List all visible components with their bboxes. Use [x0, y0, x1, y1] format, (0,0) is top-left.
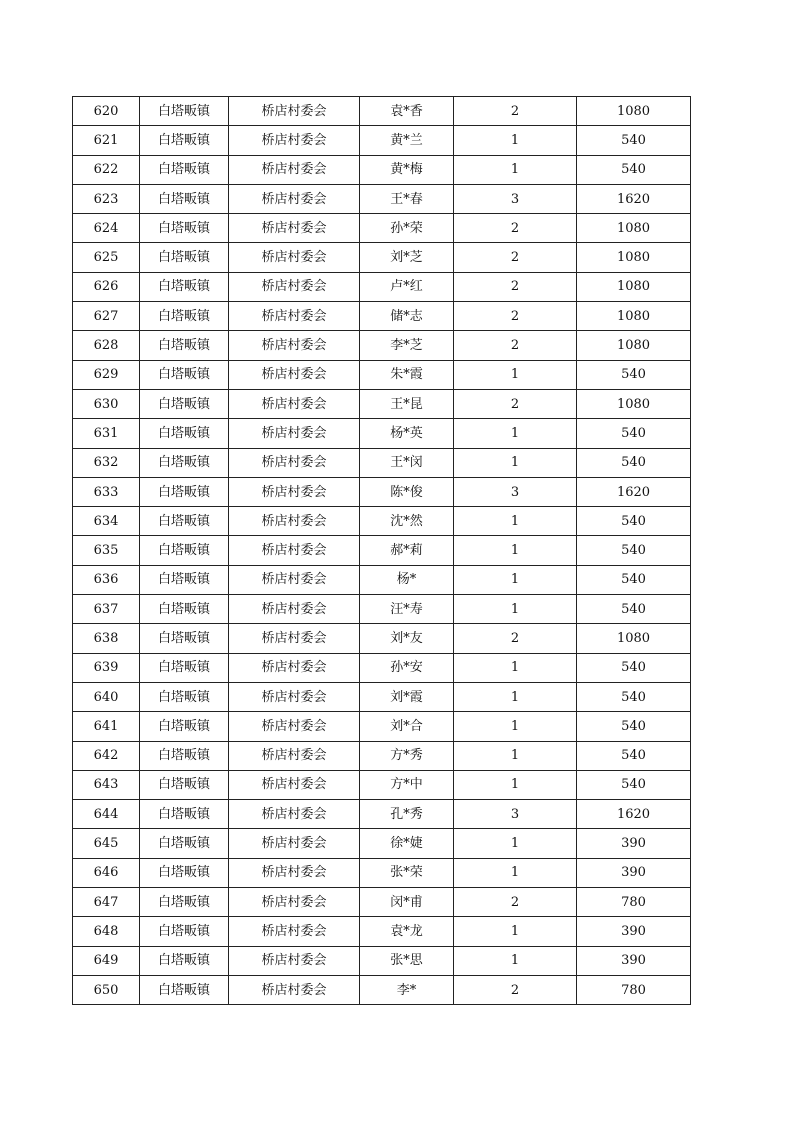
village-committee-cell: 桥店村委会	[229, 97, 360, 126]
person-name-cell: 方*中	[360, 770, 454, 799]
village-committee-cell: 桥店村委会	[229, 419, 360, 448]
table-row	[73, 477, 691, 506]
table-row	[73, 946, 691, 975]
town-cell: 白塔畈镇	[140, 126, 229, 155]
village-committee-cell: 桥店村委会	[229, 243, 360, 272]
person-name-cell: 朱*霞	[360, 360, 454, 389]
village-committee-cell: 桥店村委会	[229, 126, 360, 155]
count-cell: 2	[454, 331, 577, 360]
village-committee-cell: 桥店村委会	[229, 507, 360, 536]
amount-cell: 1080	[577, 331, 691, 360]
town-cell: 白塔畈镇	[140, 770, 229, 799]
village-committee-cell: 桥店村委会	[229, 975, 360, 1004]
serial-number-cell: 625	[73, 243, 140, 272]
amount-cell: 540	[577, 360, 691, 389]
town-cell: 白塔畈镇	[140, 155, 229, 184]
amount-cell: 540	[577, 419, 691, 448]
amount-cell: 540	[577, 770, 691, 799]
table-row	[73, 214, 691, 243]
village-committee-cell: 桥店村委会	[229, 477, 360, 506]
amount-cell: 1080	[577, 389, 691, 418]
count-cell: 2	[454, 389, 577, 418]
town-cell: 白塔畈镇	[140, 302, 229, 331]
serial-number-cell: 650	[73, 975, 140, 1004]
town-cell: 白塔畈镇	[140, 360, 229, 389]
town-cell: 白塔畈镇	[140, 712, 229, 741]
amount-cell: 1620	[577, 477, 691, 506]
village-committee-cell: 桥店村委会	[229, 389, 360, 418]
village-committee-cell: 桥店村委会	[229, 917, 360, 946]
village-committee-cell: 桥店村委会	[229, 595, 360, 624]
person-name-cell: 黄*兰	[360, 126, 454, 155]
town-cell: 白塔畈镇	[140, 595, 229, 624]
amount-cell: 1080	[577, 243, 691, 272]
count-cell: 1	[454, 126, 577, 155]
town-cell: 白塔畈镇	[140, 97, 229, 126]
town-cell: 白塔畈镇	[140, 653, 229, 682]
amount-cell: 1080	[577, 272, 691, 301]
serial-number-cell: 644	[73, 800, 140, 829]
table-row	[73, 243, 691, 272]
person-name-cell: 张*荣	[360, 858, 454, 887]
serial-number-cell: 634	[73, 507, 140, 536]
village-committee-cell: 桥店村委会	[229, 741, 360, 770]
count-cell: 1	[454, 360, 577, 389]
person-name-cell: 袁*龙	[360, 917, 454, 946]
table-row	[73, 682, 691, 711]
village-committee-cell: 桥店村委会	[229, 184, 360, 213]
table-row	[73, 331, 691, 360]
table-body	[73, 97, 691, 1005]
table-row	[73, 507, 691, 536]
village-committee-cell: 桥店村委会	[229, 565, 360, 594]
person-name-cell: 杨*	[360, 565, 454, 594]
town-cell: 白塔畈镇	[140, 800, 229, 829]
table-row	[73, 858, 691, 887]
table-row	[73, 565, 691, 594]
amount-cell: 1080	[577, 302, 691, 331]
person-name-cell: 王*春	[360, 184, 454, 213]
village-committee-cell: 桥店村委会	[229, 858, 360, 887]
person-name-cell: 汪*寿	[360, 595, 454, 624]
person-name-cell: 沈*然	[360, 507, 454, 536]
person-name-cell: 李*	[360, 975, 454, 1004]
town-cell: 白塔畈镇	[140, 507, 229, 536]
amount-cell: 1080	[577, 624, 691, 653]
serial-number-cell: 641	[73, 712, 140, 741]
person-name-cell: 黄*梅	[360, 155, 454, 184]
serial-number-cell: 626	[73, 272, 140, 301]
amount-cell: 540	[577, 507, 691, 536]
village-committee-cell: 桥店村委会	[229, 331, 360, 360]
count-cell: 3	[454, 184, 577, 213]
serial-number-cell: 632	[73, 448, 140, 477]
person-name-cell: 储*志	[360, 302, 454, 331]
person-name-cell: 袁*香	[360, 97, 454, 126]
serial-number-cell: 646	[73, 858, 140, 887]
village-committee-cell: 桥店村委会	[229, 888, 360, 917]
table-row	[73, 595, 691, 624]
amount-cell: 390	[577, 917, 691, 946]
table-row	[73, 653, 691, 682]
village-committee-cell: 桥店村委会	[229, 624, 360, 653]
count-cell: 1	[454, 712, 577, 741]
table-row	[73, 741, 691, 770]
amount-cell: 1080	[577, 214, 691, 243]
town-cell: 白塔畈镇	[140, 917, 229, 946]
village-committee-cell: 桥店村委会	[229, 653, 360, 682]
table-row	[73, 829, 691, 858]
serial-number-cell: 643	[73, 770, 140, 799]
count-cell: 1	[454, 858, 577, 887]
count-cell: 2	[454, 975, 577, 1004]
town-cell: 白塔畈镇	[140, 448, 229, 477]
person-name-cell: 张*思	[360, 946, 454, 975]
table-row	[73, 800, 691, 829]
count-cell: 1	[454, 653, 577, 682]
village-committee-cell: 桥店村委会	[229, 800, 360, 829]
person-name-cell: 刘*霞	[360, 682, 454, 711]
serial-number-cell: 629	[73, 360, 140, 389]
count-cell: 1	[454, 829, 577, 858]
person-name-cell: 闵*甫	[360, 888, 454, 917]
village-committee-cell: 桥店村委会	[229, 302, 360, 331]
town-cell: 白塔畈镇	[140, 536, 229, 565]
count-cell: 1	[454, 448, 577, 477]
serial-number-cell: 624	[73, 214, 140, 243]
table-row	[73, 536, 691, 565]
amount-cell: 540	[577, 155, 691, 184]
person-name-cell: 王*昆	[360, 389, 454, 418]
person-name-cell: 孙*荣	[360, 214, 454, 243]
count-cell: 1	[454, 770, 577, 799]
table-row	[73, 419, 691, 448]
count-cell: 2	[454, 302, 577, 331]
data-table	[72, 96, 691, 1005]
person-name-cell: 刘*友	[360, 624, 454, 653]
amount-cell: 1620	[577, 800, 691, 829]
table-row	[73, 975, 691, 1004]
person-name-cell: 王*闵	[360, 448, 454, 477]
village-committee-cell: 桥店村委会	[229, 829, 360, 858]
count-cell: 1	[454, 682, 577, 711]
amount-cell: 390	[577, 946, 691, 975]
serial-number-cell: 627	[73, 302, 140, 331]
serial-number-cell: 633	[73, 477, 140, 506]
town-cell: 白塔畈镇	[140, 858, 229, 887]
person-name-cell: 孔*秀	[360, 800, 454, 829]
town-cell: 白塔畈镇	[140, 682, 229, 711]
person-name-cell: 李*芝	[360, 331, 454, 360]
table-row	[73, 360, 691, 389]
table-row	[73, 184, 691, 213]
serial-number-cell: 635	[73, 536, 140, 565]
amount-cell: 780	[577, 888, 691, 917]
village-committee-cell: 桥店村委会	[229, 946, 360, 975]
count-cell: 3	[454, 477, 577, 506]
village-committee-cell: 桥店村委会	[229, 272, 360, 301]
serial-number-cell: 630	[73, 389, 140, 418]
table-row	[73, 97, 691, 126]
count-cell: 2	[454, 214, 577, 243]
person-name-cell: 陈*俊	[360, 477, 454, 506]
serial-number-cell: 638	[73, 624, 140, 653]
serial-number-cell: 642	[73, 741, 140, 770]
serial-number-cell: 620	[73, 97, 140, 126]
serial-number-cell: 640	[73, 682, 140, 711]
serial-number-cell: 636	[73, 565, 140, 594]
village-committee-cell: 桥店村委会	[229, 214, 360, 243]
person-name-cell: 徐*婕	[360, 829, 454, 858]
table-row	[73, 126, 691, 155]
person-name-cell: 孙*安	[360, 653, 454, 682]
count-cell: 1	[454, 507, 577, 536]
serial-number-cell: 628	[73, 331, 140, 360]
serial-number-cell: 639	[73, 653, 140, 682]
amount-cell: 540	[577, 565, 691, 594]
table-row	[73, 389, 691, 418]
town-cell: 白塔畈镇	[140, 624, 229, 653]
person-name-cell: 卢*红	[360, 272, 454, 301]
count-cell: 1	[454, 419, 577, 448]
table-row	[73, 888, 691, 917]
person-name-cell: 刘*芝	[360, 243, 454, 272]
serial-number-cell: 647	[73, 888, 140, 917]
amount-cell: 540	[577, 448, 691, 477]
count-cell: 2	[454, 272, 577, 301]
count-cell: 3	[454, 800, 577, 829]
town-cell: 白塔畈镇	[140, 331, 229, 360]
town-cell: 白塔畈镇	[140, 184, 229, 213]
village-committee-cell: 桥店村委会	[229, 770, 360, 799]
table-row	[73, 712, 691, 741]
serial-number-cell: 623	[73, 184, 140, 213]
table-row	[73, 272, 691, 301]
amount-cell: 390	[577, 858, 691, 887]
count-cell: 1	[454, 595, 577, 624]
village-committee-cell: 桥店村委会	[229, 536, 360, 565]
amount-cell: 540	[577, 712, 691, 741]
amount-cell: 780	[577, 975, 691, 1004]
town-cell: 白塔畈镇	[140, 389, 229, 418]
village-committee-cell: 桥店村委会	[229, 155, 360, 184]
town-cell: 白塔畈镇	[140, 741, 229, 770]
amount-cell: 540	[577, 682, 691, 711]
count-cell: 1	[454, 946, 577, 975]
table-row	[73, 155, 691, 184]
count-cell: 1	[454, 155, 577, 184]
person-name-cell: 杨*英	[360, 419, 454, 448]
amount-cell: 540	[577, 126, 691, 155]
person-name-cell: 方*秀	[360, 741, 454, 770]
count-cell: 1	[454, 917, 577, 946]
serial-number-cell: 631	[73, 419, 140, 448]
town-cell: 白塔畈镇	[140, 214, 229, 243]
table-row	[73, 770, 691, 799]
serial-number-cell: 622	[73, 155, 140, 184]
town-cell: 白塔畈镇	[140, 272, 229, 301]
count-cell: 2	[454, 624, 577, 653]
count-cell: 1	[454, 536, 577, 565]
amount-cell: 540	[577, 741, 691, 770]
amount-cell: 540	[577, 653, 691, 682]
table-row	[73, 624, 691, 653]
serial-number-cell: 637	[73, 595, 140, 624]
serial-number-cell: 648	[73, 917, 140, 946]
town-cell: 白塔畈镇	[140, 975, 229, 1004]
count-cell: 1	[454, 565, 577, 594]
serial-number-cell: 645	[73, 829, 140, 858]
table-row	[73, 302, 691, 331]
town-cell: 白塔畈镇	[140, 829, 229, 858]
person-name-cell: 郝*莉	[360, 536, 454, 565]
town-cell: 白塔畈镇	[140, 565, 229, 594]
count-cell: 2	[454, 243, 577, 272]
town-cell: 白塔畈镇	[140, 946, 229, 975]
serial-number-cell: 621	[73, 126, 140, 155]
amount-cell: 540	[577, 595, 691, 624]
amount-cell: 390	[577, 829, 691, 858]
village-committee-cell: 桥店村委会	[229, 360, 360, 389]
count-cell: 2	[454, 888, 577, 917]
village-committee-cell: 桥店村委会	[229, 448, 360, 477]
amount-cell: 1620	[577, 184, 691, 213]
town-cell: 白塔畈镇	[140, 243, 229, 272]
table-row	[73, 917, 691, 946]
town-cell: 白塔畈镇	[140, 888, 229, 917]
count-cell: 2	[454, 97, 577, 126]
serial-number-cell: 649	[73, 946, 140, 975]
town-cell: 白塔畈镇	[140, 477, 229, 506]
person-name-cell: 刘*合	[360, 712, 454, 741]
count-cell: 1	[454, 741, 577, 770]
town-cell: 白塔畈镇	[140, 419, 229, 448]
amount-cell: 540	[577, 536, 691, 565]
village-committee-cell: 桥店村委会	[229, 682, 360, 711]
village-committee-cell: 桥店村委会	[229, 712, 360, 741]
table-row	[73, 448, 691, 477]
amount-cell: 1080	[577, 97, 691, 126]
